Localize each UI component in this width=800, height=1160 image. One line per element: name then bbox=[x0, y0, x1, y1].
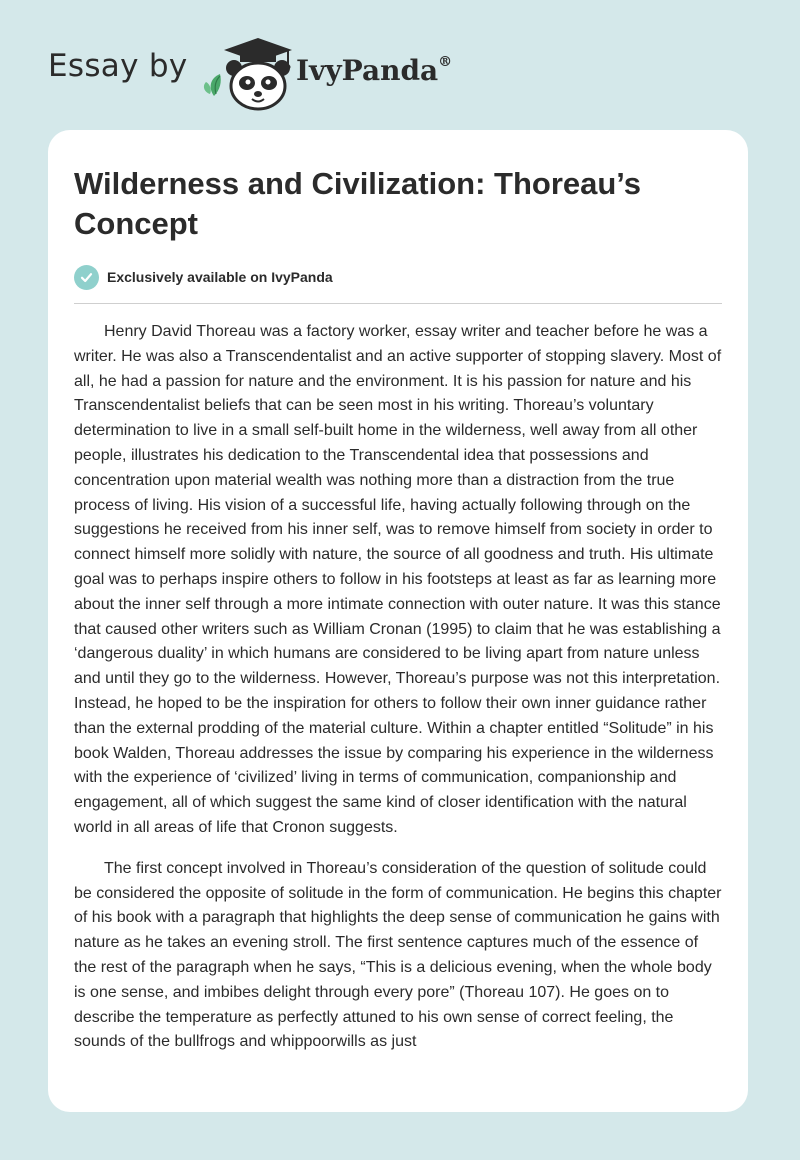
paragraph: Henry David Thoreau was a factory worker, essay writer and teacher before he was a writer. He was also a Transcendentalist and an active supporter of stopping slavery. Most of all, he had a passion for nature and the environment. It is his passion for nature and his Transcendentalist beliefs that can be seen most in his writing. Thoreau’s voluntary determination to live in a small self-built home in the wilderness, well away from all other people, illustrates his dedication to the Transcendental idea that possessions and concentration upon material wealth was nothing more than a distraction from the true process of living. His vision of a successful life, having actually following through on the suggestions he received from his inner self, was to remove himself from society in order to connect himself more solidly with nature, the source of all goodness and truth. His ultimate goal was to perhaps inspire others to follow in his footsteps at least as far as learning more about the inner self through a more intimate connection with outer nature. It was this stance that caused other writers such as William Cronan (1995) to claim that he was establishing a ‘dangerous duality’ in which humans are considered to be living apart from nature unless and until they go to the wilderness. However, Thoreau’s purpose was not this interpretation. Instead, he hoped to be the inspiration for others to follow their own inner guidance rather than the external prodding of the material culture. Within a chapter entitled “Solitude” in his book Walden, Thoreau addresses the issue by comparing his experience in the wilderness with the experience of ‘civilized’ living in terms of communication, companionship and engagement, all of which suggest the same kind of closer identification with the natural world in all areas of life that Cronon suggests. bbox=[74, 323, 722, 836]
exclusive-badge bbox=[74, 264, 333, 290]
site-header bbox=[48, 36, 648, 116]
registered-mark: ® bbox=[438, 53, 453, 70]
essay-by-label: Essay by bbox=[48, 48, 188, 84]
essay-card bbox=[48, 130, 748, 1112]
exclusive-label: Exclusively available on IvyPanda bbox=[107, 269, 333, 285]
panda-graduate-icon[interactable] bbox=[200, 36, 296, 112]
divider bbox=[74, 303, 722, 304]
paragraph: The first concept involved in Thoreau’s consideration of the question of solitude could be considered the opposite of solitude in the form of communication. He begins this chapter of his book with a paragraph that highlights the deep sense of communication he gains with nature as he takes an evening stroll. The first sentence captures much of the essence of the rest of the paragraph when he says, “This is a delicious evening, when the whole body is one sense, and imbibes delight through every pore” (Thoreau 107). He goes on to describe the temperature as perfectly attuned to his own sense of correct feeling, the sounds of the bullfrogs and whippoorwills as just bbox=[74, 859, 722, 1051]
essay-title: Wilderness and Civilization: Thoreau’s Concept bbox=[74, 166, 642, 241]
brand-name[interactable]: IvyPanda® bbox=[296, 53, 453, 87]
essay-body bbox=[74, 320, 724, 1071]
check-icon bbox=[74, 265, 99, 290]
leaf-icon bbox=[204, 74, 221, 96]
